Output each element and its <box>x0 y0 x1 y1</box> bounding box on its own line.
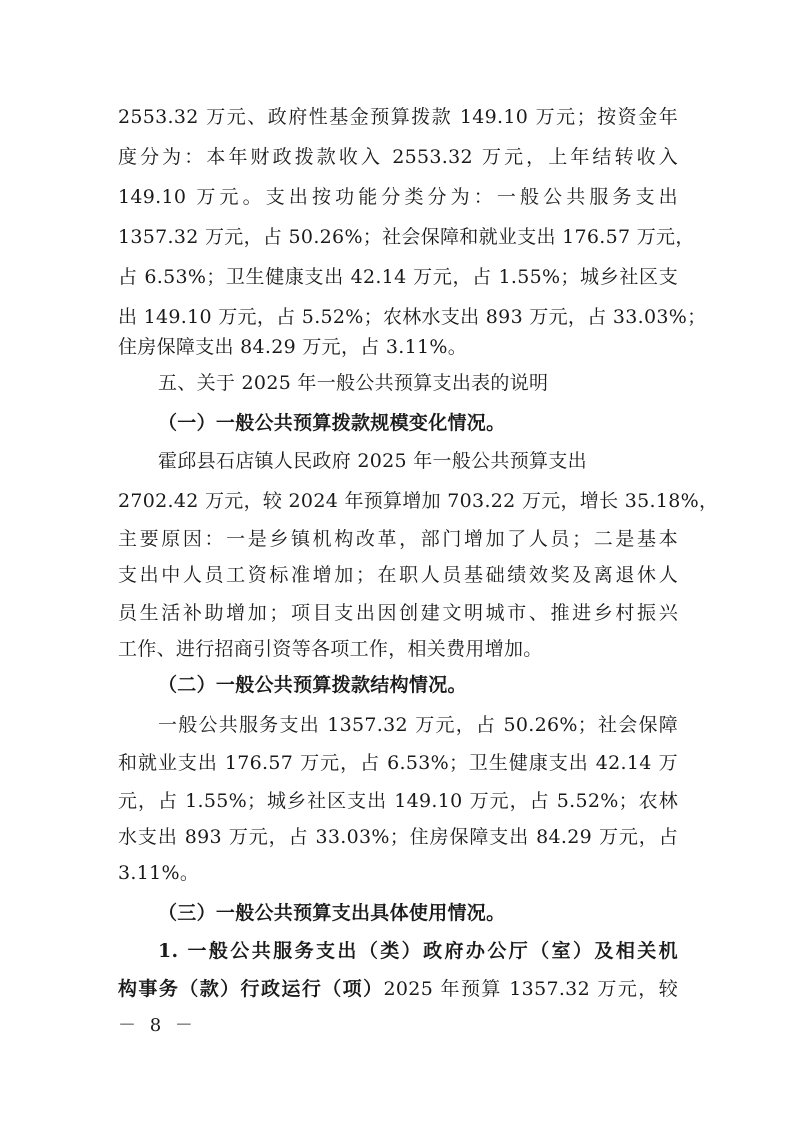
body-line: 度分为：本年财政拨款收入 2553.32 万元，上年结转收入 <box>118 146 678 168</box>
body-line: 支出中人员工资标准增加；在职人员基础绩效奖及离退休人 <box>118 564 678 586</box>
body-line: 工作、进行招商引资等各项工作，相关费用增加。 <box>118 638 543 660</box>
body-line: 149.10 万元。支出按功能分类分为：一般公共服务支出 <box>118 186 678 208</box>
body-line: 3.11%。 <box>118 862 200 884</box>
body-line: 主要原因：一是乡镇机构改革，部门增加了人员；二是基本 <box>118 528 678 550</box>
body-line: 2553.32 万元、政府性基金预算拨款 149.10 万元；按资金年 <box>118 106 678 128</box>
body-line: 2702.42 万元，较 2024 年预算增加 703.22 万元，增长 35.18%， <box>118 490 719 512</box>
body-line: 1357.32 万元，占 50.26%；社会保障和就业支出 176.57 万元， <box>118 226 695 248</box>
body-line: 占 6.53%；卫生健康支出 42.14 万元，占 1.55%；城乡社区支 <box>118 266 678 288</box>
body-line: 出 149.10 万元，占 5.52%；农林水支出 893 万元，占 33.03%； <box>118 306 707 328</box>
page-number: － 8 － <box>118 1015 197 1036</box>
body-line: 霍邱县石店镇人民政府 2025 年一般公共预算支出 <box>158 450 587 472</box>
body-line: 水支出 893 万元，占 33.03%；住房保障支出 84.29 万元，占 <box>118 826 678 848</box>
section-heading: 五、关于 2025 年一般公共预算支出表的说明 <box>158 372 549 394</box>
body-line: 和就业支出 176.57 万元，占 6.53%；卫生健康支出 42.14 万 <box>118 752 678 774</box>
body-line: 一般公共服务支出 1357.32 万元，占 50.26%；社会保障 <box>158 714 678 736</box>
subsection-heading: （一）一般公共预算拨款规模变化情况。 <box>158 412 506 434</box>
item-heading: 1. 一般公共服务支出（类）政府办公厅（室）及相关机 <box>158 940 678 962</box>
subsection-heading: （三）一般公共预算支出具体使用情况。 <box>158 902 506 924</box>
body-line: 员生活补助增加；项目支出因创建文明城市、推进乡村振兴 <box>118 602 678 624</box>
body-line: 元，占 1.55%；城乡社区支出 149.10 万元，占 5.52%；农林 <box>118 790 678 812</box>
body-line: 住房保障支出 84.29 万元，占 3.11%。 <box>118 336 468 358</box>
subsection-heading: （二）一般公共预算拨款结构情况。 <box>158 674 467 696</box>
item-line <box>118 970 678 1008</box>
item-rest-part: 2025 年预算 1357.32 万元，较 <box>383 978 678 1000</box>
item-bold-part: 构事务（款）行政运行（项） <box>118 978 384 1000</box>
